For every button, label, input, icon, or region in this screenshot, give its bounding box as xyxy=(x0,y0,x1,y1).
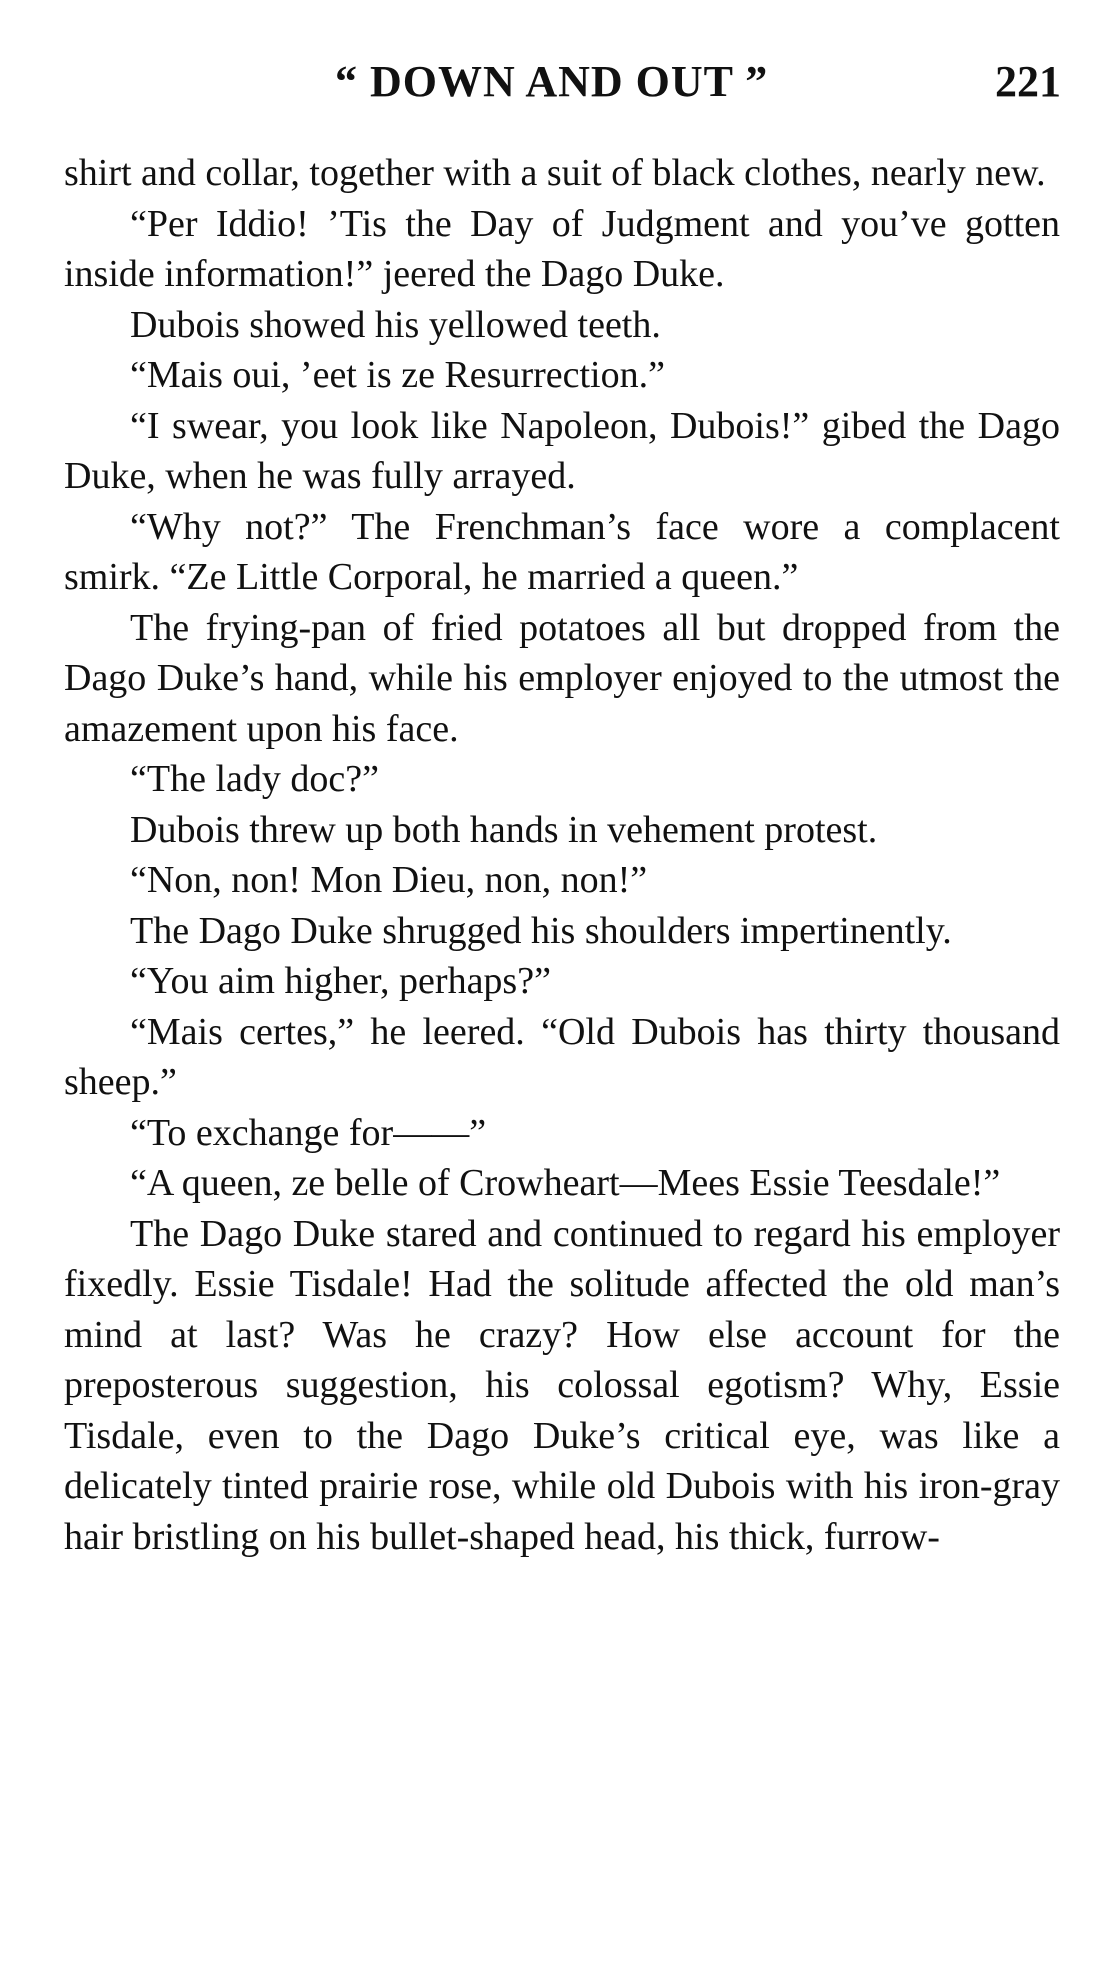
paragraph: The Dago Duke shrugged his shoulders impertinently. xyxy=(130,909,952,952)
paragraph: “To exchange for——” xyxy=(130,1111,487,1154)
paragraph: The frying-pan of fried potatoes all but dropped from the Dago Duke’s hand, while his employer enjoyed to the utmost the amazement upon his face. xyxy=(64,606,1060,750)
page-number: 221 xyxy=(995,57,1061,106)
paragraph: “A queen, ze belle of Crowheart—Mees Essie Teesdale!” xyxy=(130,1162,1001,1204)
paragraph: shirt and collar, together with a suit of black clothes, nearly new. xyxy=(64,152,1046,194)
paragraph: Dubois showed his yellowed teeth. xyxy=(130,303,661,346)
paragraph: “Mais certes,” he leered. “Old Dubois has thirty thousand sheep.” xyxy=(64,1010,1060,1103)
running-title: “ DOWN AND OUT ” xyxy=(335,57,769,106)
paragraph: Dubois threw up both hands in vehement protest. xyxy=(130,808,878,851)
paragraph: The Dago Duke stared and continued to regard his employer fixedly. Essie Tisdale! Had the solitude affected the old man’s mind at last? Was he crazy? How else account for the preposterous suggestion, his colossal egotism? Why, Essie Tisdale, even to the Dago Duke’s critical eye, was like a delicately tinted prairie rose, while old Dubois with his iron-gray hair bristling on his bullet-shaped head, his thick, furrow- xyxy=(64,1212,1060,1558)
paragraph: “Mais oui, ’eet is ze Resurrection.” xyxy=(130,354,665,396)
paragraph: “The lady doc?” xyxy=(130,758,379,800)
running-head xyxy=(0,56,1119,116)
body-text xyxy=(64,148,1060,1562)
paragraph: “Why not?” The Frenchman’s face wore a complacent smirk. “Ze Little Corporal, he married a queen.” xyxy=(64,505,1060,598)
paragraph: “Per Iddio! ’Tis the Day of Judgment and you’ve gotten inside information!” jeered the Dago Duke. xyxy=(64,202,1060,295)
paragraph: “I swear, you look like Napoleon, Dubois!” gibed the Dago Duke, when he was fully arrayed. xyxy=(64,404,1060,497)
paragraph: “Non, non! Mon Dieu, non, non!” xyxy=(130,859,648,901)
paragraph: “You aim higher, perhaps?” xyxy=(130,960,551,1002)
